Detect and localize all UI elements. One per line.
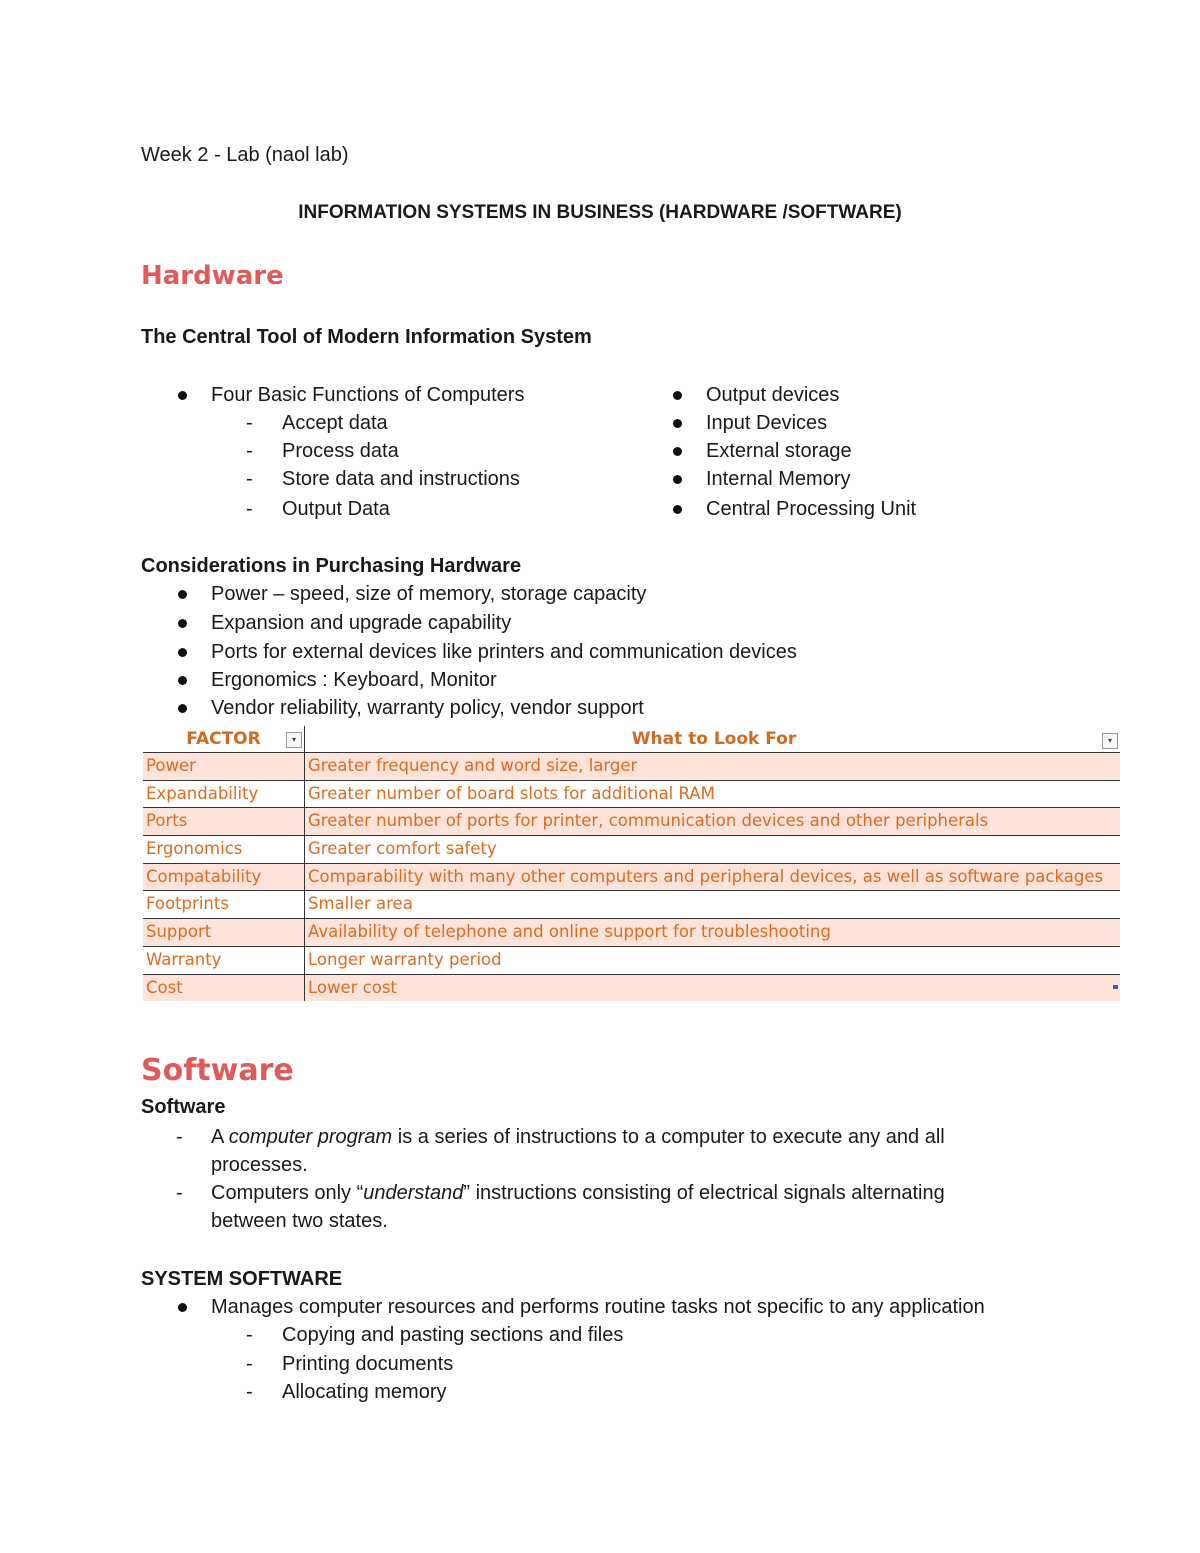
function-item: Process data (282, 440, 399, 462)
consideration-item: Ergonomics : Keyboard, Monitor (211, 669, 497, 691)
table-row (143, 864, 1120, 892)
look-for-text: Longer warranty period (308, 949, 502, 969)
hardware-factor-table (143, 726, 1120, 1001)
hardware-heading: Hardware (141, 261, 284, 291)
dash-icon: - (246, 1381, 253, 1403)
factor-header: FACTOR (186, 729, 261, 749)
factor-text: Cost (146, 977, 183, 997)
look-for-text: Lower cost (308, 977, 397, 997)
look-for-text: Greater comfort safety (308, 839, 497, 859)
look-for-cell (305, 864, 1120, 891)
bullet-icon (673, 475, 682, 484)
bullet-icon (178, 619, 187, 628)
resize-handle-icon[interactable] (1113, 985, 1118, 989)
component-item: External storage (706, 440, 852, 462)
factor-cell (143, 808, 305, 835)
look-for-cell (305, 975, 1120, 1002)
table-row (143, 919, 1120, 947)
system-software-item: Copying and pasting sections and files (282, 1324, 624, 1346)
look-for-text: Greater number of ports for printer, communication devices and other peripherals (308, 811, 989, 831)
table-header-row (143, 726, 1120, 753)
bullet-icon (178, 676, 187, 685)
bullet-icon (178, 704, 187, 713)
factor-text: Ports (146, 811, 188, 831)
table-header-cell (143, 726, 305, 752)
bullet-icon (673, 505, 682, 514)
look-for-cell (305, 891, 1120, 918)
table-row (143, 836, 1120, 864)
consideration-item: Expansion and upgrade capability (211, 612, 512, 634)
filter-dropdown-icon[interactable]: ▾ (286, 732, 302, 748)
system-software-item: Allocating memory (282, 1381, 447, 1403)
look-for-cell (305, 919, 1120, 946)
bullet-icon (178, 648, 187, 657)
look-for-text: Comparability with many other computers and peripheral devices, as well as software packages (308, 866, 1104, 886)
look-for-header: What to Look For (631, 729, 797, 749)
factor-cell (143, 975, 305, 1002)
hardware-subheading: The Central Tool of Modern Information System (141, 326, 592, 348)
table-row (143, 947, 1120, 975)
dash-icon: - (246, 468, 253, 490)
filter-dropdown-icon[interactable]: ▾ (1102, 733, 1118, 749)
considerations-heading: Considerations in Purchasing Hardware (141, 555, 522, 577)
factor-cell (143, 781, 305, 808)
factor-text: Compatability (146, 866, 262, 886)
function-item: Output Data (282, 498, 390, 520)
bullet-icon (673, 447, 682, 456)
software-item-continuation: between two states. (211, 1210, 388, 1232)
function-item: Accept data (282, 412, 388, 434)
bullet-icon (673, 419, 682, 428)
dash-icon: - (246, 412, 253, 434)
look-for-cell (305, 753, 1120, 780)
dash-icon: - (246, 1353, 253, 1375)
system-software-bullet: Manages computer resources and performs routine tasks not specific to any application (211, 1296, 985, 1318)
factor-text: Warranty (146, 949, 222, 969)
system-software-item: Printing documents (282, 1353, 454, 1375)
factor-cell (143, 864, 305, 891)
consideration-item: Vendor reliability, warranty policy, vendor support (211, 697, 644, 719)
table-body (143, 753, 1120, 1001)
factor-text: Power (146, 756, 196, 775)
dash-icon: - (246, 498, 253, 520)
function-item: Store data and instructions (282, 468, 520, 490)
factor-cell (143, 919, 305, 946)
factor-cell (143, 836, 305, 863)
software-heading: Software (141, 1053, 294, 1088)
consideration-item: Power – speed, size of memory, storage capacity (211, 583, 647, 605)
functions-label: Four Basic Functions of Computers (211, 384, 525, 406)
component-item: Output devices (706, 384, 840, 406)
factor-cell (143, 947, 305, 974)
table-header-cell (305, 726, 1120, 752)
look-for-text: Greater frequency and word size, larger (308, 756, 638, 775)
look-for-text: Availability of telephone and online support for troubleshooting (308, 922, 831, 942)
factor-cell (143, 891, 305, 918)
dash-icon: - (246, 440, 253, 462)
dash-icon: - (176, 1182, 183, 1204)
factor-text: Ergonomics (146, 839, 243, 859)
table-row (143, 891, 1120, 919)
software-subheading: Software (141, 1096, 226, 1118)
system-software-heading: SYSTEM SOFTWARE (141, 1268, 343, 1290)
bullet-icon (178, 1303, 187, 1312)
look-for-cell (305, 808, 1120, 835)
bullet-icon (178, 590, 187, 599)
software-item: A computer program is a series of instructions to a computer to execute any and all (211, 1126, 945, 1148)
component-item: Internal Memory (706, 468, 851, 490)
table-row (143, 781, 1120, 809)
consideration-item: Ports for external devices like printers and communication devices (211, 641, 797, 663)
software-item-continuation: processes. (211, 1154, 308, 1176)
table-row (143, 975, 1120, 1002)
table-row (143, 753, 1120, 781)
look-for-text: Greater number of board slots for additional RAM (308, 783, 715, 803)
factor-cell (143, 753, 305, 780)
bullet-icon (673, 391, 682, 400)
dash-icon: - (176, 1126, 183, 1148)
component-item: Central Processing Unit (706, 498, 917, 520)
look-for-cell (305, 836, 1120, 863)
look-for-text: Smaller area (308, 894, 413, 914)
document-title: INFORMATION SYSTEMS IN BUSINESS (HARDWARE /SOFTWARE) (298, 202, 902, 223)
factor-text: Expandability (146, 783, 259, 803)
bullet-icon (178, 391, 187, 400)
dash-icon: - (246, 1324, 253, 1346)
factor-text: Footprints (146, 894, 229, 914)
look-for-cell (305, 947, 1120, 974)
factor-text: Support (146, 922, 212, 942)
software-item: Computers only “understand” instructions consisting of electrical signals alternating (211, 1182, 945, 1204)
component-item: Input Devices (706, 412, 828, 434)
table-row (143, 808, 1120, 836)
week-line: Week 2 - Lab (naol lab) (141, 144, 349, 166)
look-for-cell (305, 781, 1120, 808)
